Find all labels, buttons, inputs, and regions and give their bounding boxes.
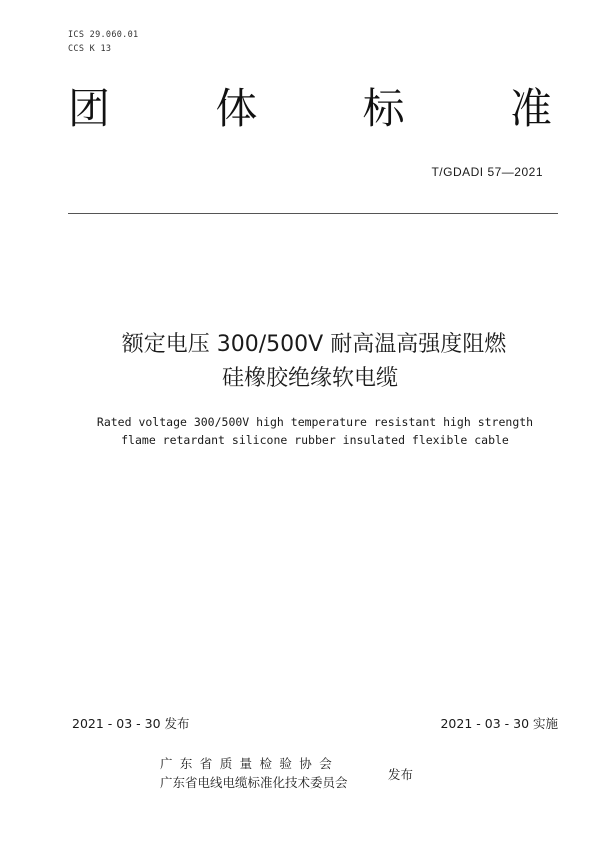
title-english-line2: flame retardant silicone rubber insulated flexible cable: [121, 433, 509, 447]
standard-type-char: 标: [362, 84, 405, 133]
title-chinese-line1: 额定电压 300/500V 耐高温高强度阻燃: [121, 332, 507, 357]
ccs-code: CCS K 13: [68, 44, 112, 54]
title-english-line1: Rated voltage 300/500V high temperature resistant high strength: [96, 415, 534, 429]
title-chinese-line2: 硅橡胶绝缘软电缆: [221, 366, 398, 391]
standard-type-char: 团: [68, 84, 111, 133]
publish-date: 2021 - 03 - 30 发布: [72, 716, 190, 731]
issuing-org-1: 广东省质量检验协会: [160, 756, 340, 771]
issuing-org-2: 广东省电线电缆标准化技术委员会: [160, 775, 348, 790]
implement-date: 2021 - 03 - 30 实施: [440, 716, 558, 731]
ics-code: ICS 29.060.01: [68, 30, 139, 40]
standard-type-heading: [68, 84, 552, 134]
standard-type-char: 体: [215, 84, 258, 133]
header-divider: [68, 213, 558, 214]
publish-label: 发布: [388, 767, 414, 782]
standard-number: T/GDADI 57—2021: [431, 165, 543, 179]
standard-type-char: 准: [509, 84, 552, 133]
